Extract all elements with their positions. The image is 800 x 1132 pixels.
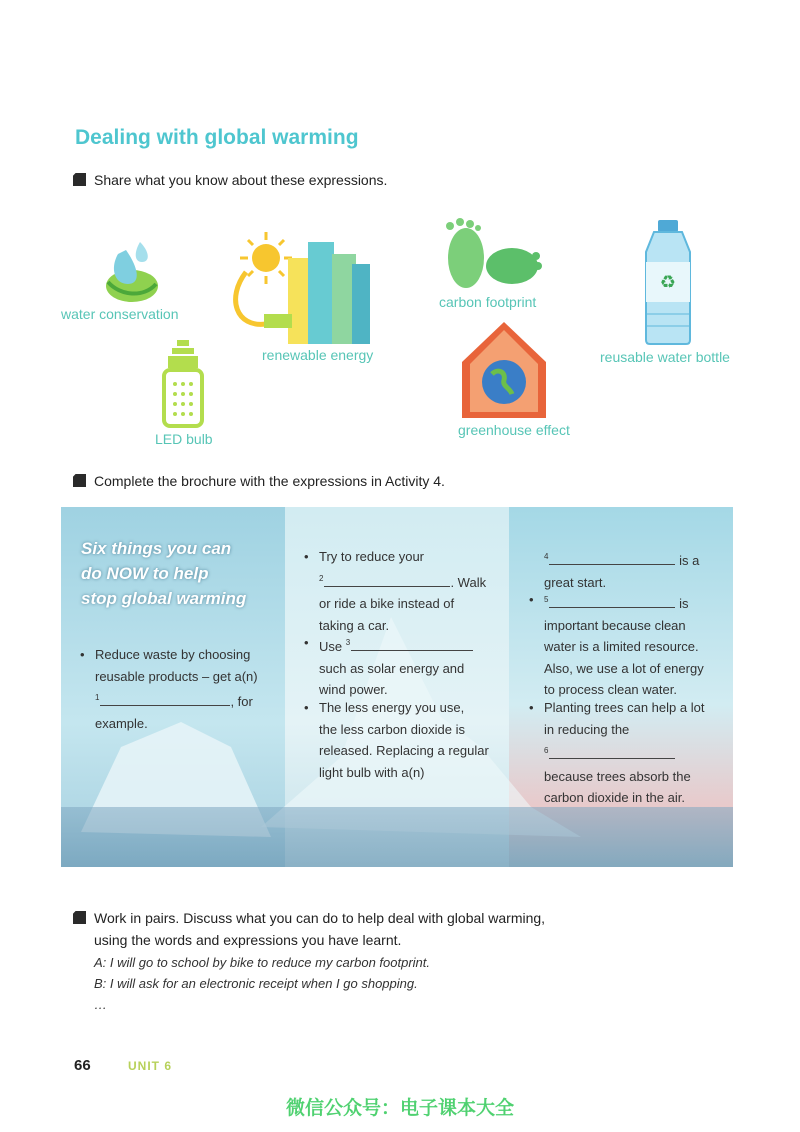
brochure-text: . Walk: [450, 574, 487, 590]
brochure-text: • Planting trees can help a lot: [544, 700, 705, 715]
activity-5-text: Complete the brochure with the expressions in Activity 4.: [94, 473, 445, 489]
brochure-heading-line: Six things you can: [81, 539, 232, 558]
caption-renewable-energy: renewable energy: [262, 347, 374, 363]
brochure-text: light bulb with a(n): [319, 764, 425, 780]
activity-5-instruction: [73, 473, 445, 489]
blank-number: 6: [544, 746, 549, 755]
brochure-text: [319, 632, 519, 658]
activity-bullet-icon: [73, 474, 86, 487]
brochure-text: example.: [95, 715, 148, 731]
activity-6-text: Work in pairs. Discuss what you can do to help deal with global warming,: [94, 910, 546, 926]
brochure-text: because trees absorb the: [544, 768, 691, 784]
brochure-text: in reducing the: [544, 721, 630, 737]
blank-number: 3: [345, 638, 351, 647]
answer-blank-4[interactable]: [549, 552, 675, 565]
brochure-text: , for: [230, 694, 253, 709]
brochure-text: wind power.: [319, 682, 388, 697]
brochure-text: or ride a bike instead of: [319, 596, 455, 611]
caption-reusable-water-bottle: reusable water bottle: [600, 349, 730, 365]
answer-blank-6[interactable]: [549, 746, 675, 759]
brochure-text: carbon dioxide in the air.: [544, 790, 685, 805]
brochure-item-1: [80, 644, 285, 734]
brochure-heading-line: do NOW to help: [81, 564, 209, 583]
answer-blank-1[interactable]: [100, 693, 230, 706]
brochure-heading-line: stop global warming: [81, 589, 247, 608]
activity-bullet-icon: [73, 173, 86, 186]
answer-blank-2[interactable]: [324, 574, 450, 587]
renewable-energy-icon: [226, 228, 376, 348]
led-bulb-icon: [158, 340, 208, 430]
example-line: A: I will go to school by bike to reduce my carbon footprint.: [94, 955, 431, 970]
brochure-text: Use: [319, 639, 343, 654]
brochure-text: • Reduce waste by choosing: [95, 647, 251, 662]
carbon-footprint-icon: [440, 218, 545, 290]
brochure-text: • Try to reduce your: [319, 549, 425, 564]
sea-background: [61, 807, 733, 867]
brochure-text: water is a limited resource.: [544, 639, 699, 654]
activity-4-text: Share what you know about these expressions.: [94, 172, 388, 188]
brochure-text: such as solar energy and: [319, 660, 465, 676]
brochure-text: to process clean water.: [544, 682, 677, 697]
activity-4-instruction: [73, 172, 387, 188]
caption-carbon-footprint: carbon footprint: [439, 294, 537, 310]
svg-text:♻: ♻: [659, 272, 677, 293]
answer-blank-5[interactable]: [549, 595, 675, 608]
brochure-text: [319, 568, 519, 594]
page-title: Dealing with global warming: [75, 126, 359, 149]
water-bottle-icon: [638, 218, 698, 346]
activity-6-instruction: [73, 907, 545, 951]
brochure-text: taking a car.: [319, 617, 390, 633]
brochure-item-4: [304, 697, 519, 783]
brochure-text: • The less energy you use,: [319, 700, 465, 715]
brochure-text: [544, 740, 739, 766]
caption-greenhouse-effect: greenhouse effect: [458, 422, 570, 438]
activity-6-text: using the words and expressions you have learnt.: [94, 932, 402, 948]
greenhouse-icon: [462, 322, 546, 418]
water-drop-icon: [100, 236, 160, 306]
blank-number: 2: [319, 573, 324, 583]
example-dialogue: [94, 952, 430, 1015]
caption-led-bulb: LED bulb: [155, 431, 213, 447]
caption-water-conservation: water conservation: [61, 306, 179, 322]
brochure-text: [95, 687, 285, 713]
activity-bullet-icon: [73, 911, 86, 924]
brochure-heading: [81, 536, 246, 611]
brochure-item-6: [529, 697, 739, 809]
brochure-text: the less carbon dioxide is: [319, 721, 465, 737]
brochure-text: is: [675, 596, 689, 611]
brochure-item-3: [304, 632, 519, 701]
brochure-text: [544, 589, 739, 615]
watermark-text: 微信公众号：电子课本大全: [285, 1098, 514, 1119]
brochure-item-5: [529, 589, 739, 701]
brochure-text: reusable products – get a(n): [95, 668, 258, 684]
brochure-text: Also, we use a lot of energy: [544, 660, 704, 676]
brochure-item-4-cont: [544, 546, 724, 593]
example-ellipsis: …: [94, 997, 107, 1012]
unit-label: UNIT 6: [128, 1059, 173, 1073]
page-number: 66: [74, 1057, 91, 1074]
example-line: B: I will ask for an electronic receipt when I go shopping.: [94, 976, 418, 991]
brochure-text: great start.: [544, 574, 607, 590]
brochure-item-2: [304, 546, 519, 636]
brochure-text: released. Replacing a regular: [319, 743, 489, 758]
blank-number: 1: [95, 693, 100, 702]
brochure-text: important because clean: [544, 617, 686, 633]
brochure-text: is a: [675, 553, 700, 568]
activity-6-line: [73, 907, 545, 929]
blank-number: 5: [544, 595, 549, 604]
brochure-text: [544, 546, 724, 572]
answer-blank-3[interactable]: [351, 638, 473, 651]
blank-number: 4: [544, 552, 549, 561]
